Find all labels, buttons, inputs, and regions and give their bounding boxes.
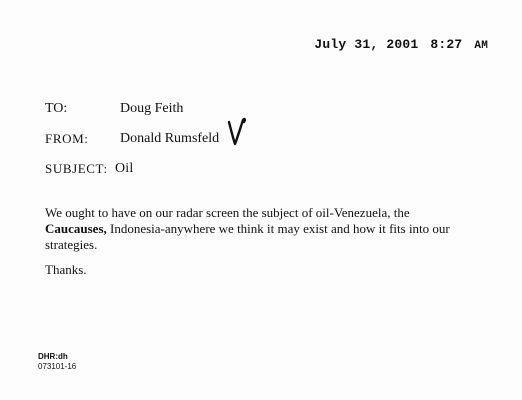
- memo-datetime: [314, 37, 488, 52]
- handwritten-initial-mark: [226, 116, 248, 148]
- from-label: FROM:: [45, 131, 89, 146]
- body-text-bold: Caucauses,: [45, 221, 107, 236]
- memo-ampm: AM: [474, 40, 488, 52]
- from-value: Donald Rumsfeld: [120, 131, 220, 146]
- body-text-part2: Indonesia-anywhere we think it may exist and how it fits into our strategies.: [45, 221, 450, 252]
- subject-row: [45, 161, 134, 178]
- subject-label: SUBJECT:: [45, 161, 108, 176]
- memo-time: 8:27: [430, 37, 463, 52]
- typist-initials: DHR:dh: [38, 352, 68, 361]
- reference-number: 073101-16: [38, 362, 77, 371]
- memo-body: [45, 205, 485, 253]
- subject-value: Oil: [115, 161, 134, 176]
- reference-block: [38, 352, 76, 372]
- closing-text: Thanks.: [45, 262, 87, 277]
- to-value: Doug Feith: [120, 101, 184, 116]
- from-row: [45, 131, 220, 148]
- memo-date: July 31, 2001: [314, 37, 419, 52]
- to-label: TO:: [45, 101, 68, 116]
- body-text-part1: We ought to have on our radar screen the subject of oil-Venezuela, the: [45, 205, 410, 220]
- to-row: [45, 101, 184, 117]
